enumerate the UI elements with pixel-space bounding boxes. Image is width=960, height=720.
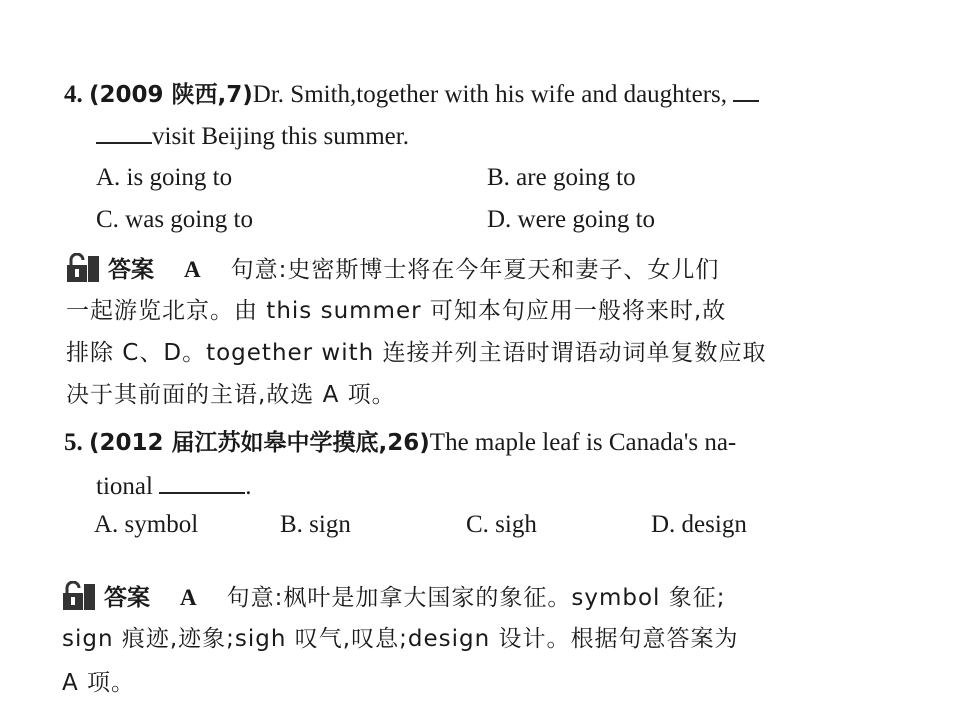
q5-stem-line-1 [64, 428, 736, 458]
q4-stem-line-2 [96, 120, 409, 152]
q5-stem-1: The maple leaf is Canada's na- [429, 429, 737, 456]
q4-stem-1: Dr. Smith,together with his wife and daughters, [252, 81, 728, 108]
q4-number: 4. [64, 81, 83, 108]
q4-explanation-4: 决于其前面的主语,故选 A 项。 [66, 382, 396, 408]
unlock-icon [62, 581, 96, 611]
q4-answer-letter: A [184, 257, 201, 282]
q4-source: (2009 陕西,7) [89, 82, 253, 108]
unlock-icon [66, 253, 100, 283]
q5-explanation-3: A 项。 [62, 670, 136, 696]
q5-option-c[interactable]: C. sigh [466, 511, 537, 538]
q5-stem-line-2 [96, 470, 251, 502]
q5-option-b[interactable]: B. sign [280, 511, 351, 538]
q4-explanation-2: 一起游览北京。由 this summer 可知本句应用一般将来时,故 [66, 298, 727, 324]
q4-option-c[interactable]: C. was going to [96, 206, 253, 233]
q5-option-a[interactable]: A. symbol [94, 511, 199, 538]
q5-explanation-1: 句意:枫叶是加拿大国家的象征。symbol 象征; [226, 585, 726, 611]
q4-stem-2: visit Beijing this summer. [152, 123, 409, 150]
q5-explanation-2: sign 痕迹,迹象;sigh 叹气,叹息;design 设计。根据句意答案为 [62, 626, 739, 652]
q4-blank-part2 [96, 120, 152, 144]
q5-option-d[interactable]: D. design [651, 511, 747, 538]
q4-explanation-3: 排除 C、D。together with 连接并列主语时谓语动词单复数应取 [66, 340, 767, 366]
q5-number: 5. [64, 429, 83, 456]
q4-answer-label: 答案 [108, 257, 154, 283]
q5-blank [159, 470, 245, 494]
q4-stem-line-1 [64, 78, 759, 110]
q5-source: (2012 届江苏如皋中学摸底,26) [89, 430, 430, 456]
q5-answer-label: 答案 [104, 585, 150, 611]
q5-answer-line-1 [62, 581, 726, 613]
q5-answer-letter: A [180, 585, 197, 610]
q4-blank-part1 [733, 78, 759, 102]
q4-option-b[interactable]: B. are going to [487, 164, 636, 191]
q4-answer-line-1 [66, 253, 719, 285]
q5-stem-2a: tional [96, 473, 153, 500]
q5-stem-2b: . [245, 473, 252, 500]
q4-option-d[interactable]: D. were going to [487, 206, 656, 233]
q4-option-a[interactable]: A. is going to [96, 164, 233, 191]
q4-explanation-1: 句意:史密斯博士将在今年夏天和妻子、女儿们 [230, 257, 720, 283]
